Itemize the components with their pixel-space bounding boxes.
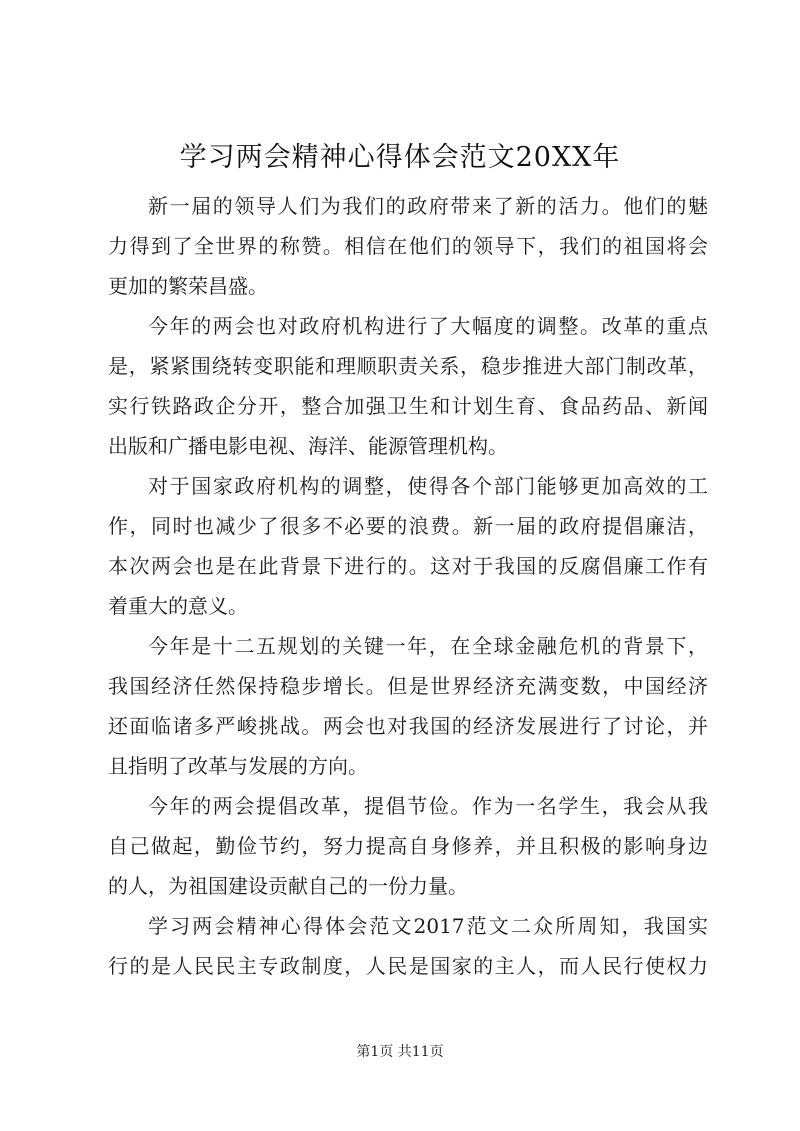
paragraph-line: 对于国家政府机构的调整，使得各个部门能够更加高效的工 bbox=[148, 474, 708, 498]
paragraph-1 bbox=[108, 186, 708, 306]
paragraph-line: 行的是人民民主专政制度，人民是国家的主人，而人民行使权力 bbox=[108, 954, 708, 978]
paragraph-3 bbox=[108, 466, 708, 626]
paragraph-2 bbox=[108, 306, 708, 466]
paragraph-line: 我国经济任然保持稳步增长。但是世界经济充满变数，中国经济 bbox=[108, 674, 708, 698]
paragraph-4 bbox=[108, 626, 708, 786]
paragraph-line: 今年是十二五规划的关键一年，在全球金融危机的背景下， bbox=[148, 634, 708, 658]
paragraph-line: 作，同时也减少了很多不必要的浪费。新一届的政府提倡廉洁， bbox=[108, 514, 708, 538]
paragraph-line: 今年的两会也对政府机构进行了大幅度的调整。改革的重点 bbox=[148, 314, 708, 338]
paragraph-line: 出版和广播电影电视、海洋、能源管理机构。 bbox=[108, 434, 508, 458]
paragraph-line: 本次两会也是在此背景下进行的。这对于我国的反腐倡廉工作有 bbox=[108, 554, 708, 578]
paragraph-line: 是，紧紧围绕转变职能和理顺职责关系，稳步推进大部门制改革， bbox=[108, 354, 708, 378]
page-number-footer: 第1页 共11页 bbox=[356, 1044, 444, 1060]
paragraph-line: 且指明了改革与发展的方向。 bbox=[108, 754, 368, 778]
paragraph-line: 实行铁路政企分开，整合加强卫生和计划生育、食品药品、新闻 bbox=[108, 394, 708, 418]
paragraph-line: 自己做起，勤俭节约，努力提高自身修养，并且积极的影响身边 bbox=[108, 834, 708, 858]
paragraph-line: 还面临诸多严峻挑战。两会也对我国的经济发展进行了讨论，并 bbox=[108, 714, 708, 738]
paragraph-6 bbox=[108, 906, 708, 986]
paragraph-5 bbox=[108, 786, 708, 906]
document-body bbox=[108, 186, 708, 986]
paragraph-line: 力得到了全世界的称赞。相信在他们的领导下，我们的祖国将会 bbox=[108, 234, 708, 258]
paragraph-line: 更加的繁荣昌盛。 bbox=[108, 274, 268, 298]
paragraph-line: 着重大的意义。 bbox=[108, 594, 248, 618]
paragraph-line: 新一届的领导人们为我们的政府带来了新的活力。他们的魅 bbox=[148, 194, 708, 218]
document-title: 学习两会精神心得体会范文20XX年 bbox=[179, 142, 621, 173]
paragraph-line: 今年的两会提倡改革，提倡节俭。作为一名学生，我会从我 bbox=[148, 794, 708, 818]
paragraph-line: 的人，为祖国建设贡献自己的一份力量。 bbox=[108, 874, 468, 898]
paragraph-line: 学习两会精神心得体会范文2017范文二众所周知，我国实 bbox=[148, 914, 708, 938]
